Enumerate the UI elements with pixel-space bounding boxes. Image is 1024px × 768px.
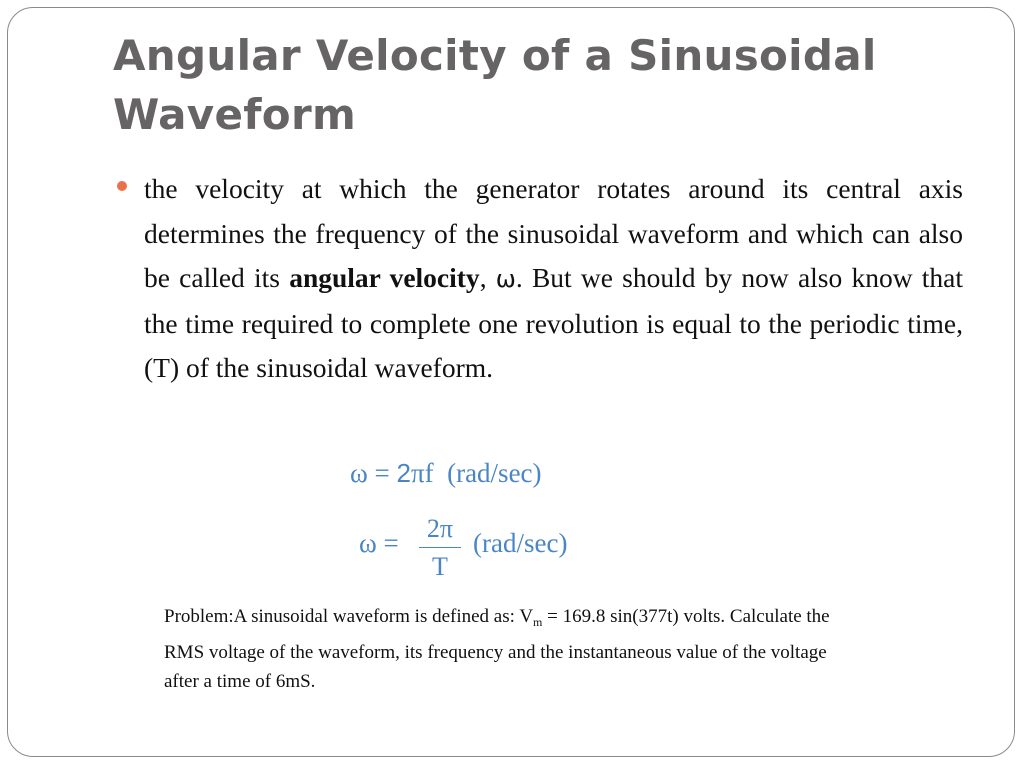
bullet-text-before: the velocity at which the generator rotates around its central axis determines the frequency of the sinusoidal waveform and which can also be called its	[144, 173, 963, 294]
slide-title: Angular Velocity of a Sinusoidal Waveform	[113, 31, 877, 139]
fraction-bar	[419, 547, 461, 548]
problem-statement	[164, 602, 844, 697]
formula-omega-2pi-over-T	[359, 514, 599, 584]
formula2-unit: (rad/sec)	[473, 528, 568, 558]
bullet-dot-icon	[117, 181, 127, 191]
problem-part2: = 169.8 sin(377t) volts. Calculate the RMS voltage of the waveform, its frequency and the instantaneous value of the voltage after a time of 6mS.	[164, 606, 830, 692]
omega-symbol: ω	[495, 265, 516, 294]
bullet-paragraph	[144, 167, 963, 391]
formula2-denominator: T	[432, 552, 448, 581]
formula1-two: 2	[396, 458, 411, 488]
formula1-rhs: πf	[410, 458, 434, 488]
bullet-text-after: . But we should by now also know that the time required to complete one revolution is equal to the periodic time, (T) of the sinusoidal waveform.	[144, 262, 963, 384]
formula-omega-2pif	[350, 458, 542, 489]
formula2-lhs: ω =	[359, 528, 406, 558]
formula2-numerator: 2π	[426, 514, 454, 543]
bullet-comma: ,	[479, 262, 496, 294]
problem-subscript: m	[533, 615, 543, 629]
formula1-lhs: ω =	[350, 458, 397, 488]
formula2-fraction	[419, 514, 461, 582]
formula1-unit: (rad/sec)	[447, 458, 542, 488]
bold-term: angular velocity	[289, 262, 480, 294]
problem-part1: Problem:A sinusoidal waveform is defined as: V	[164, 606, 534, 627]
